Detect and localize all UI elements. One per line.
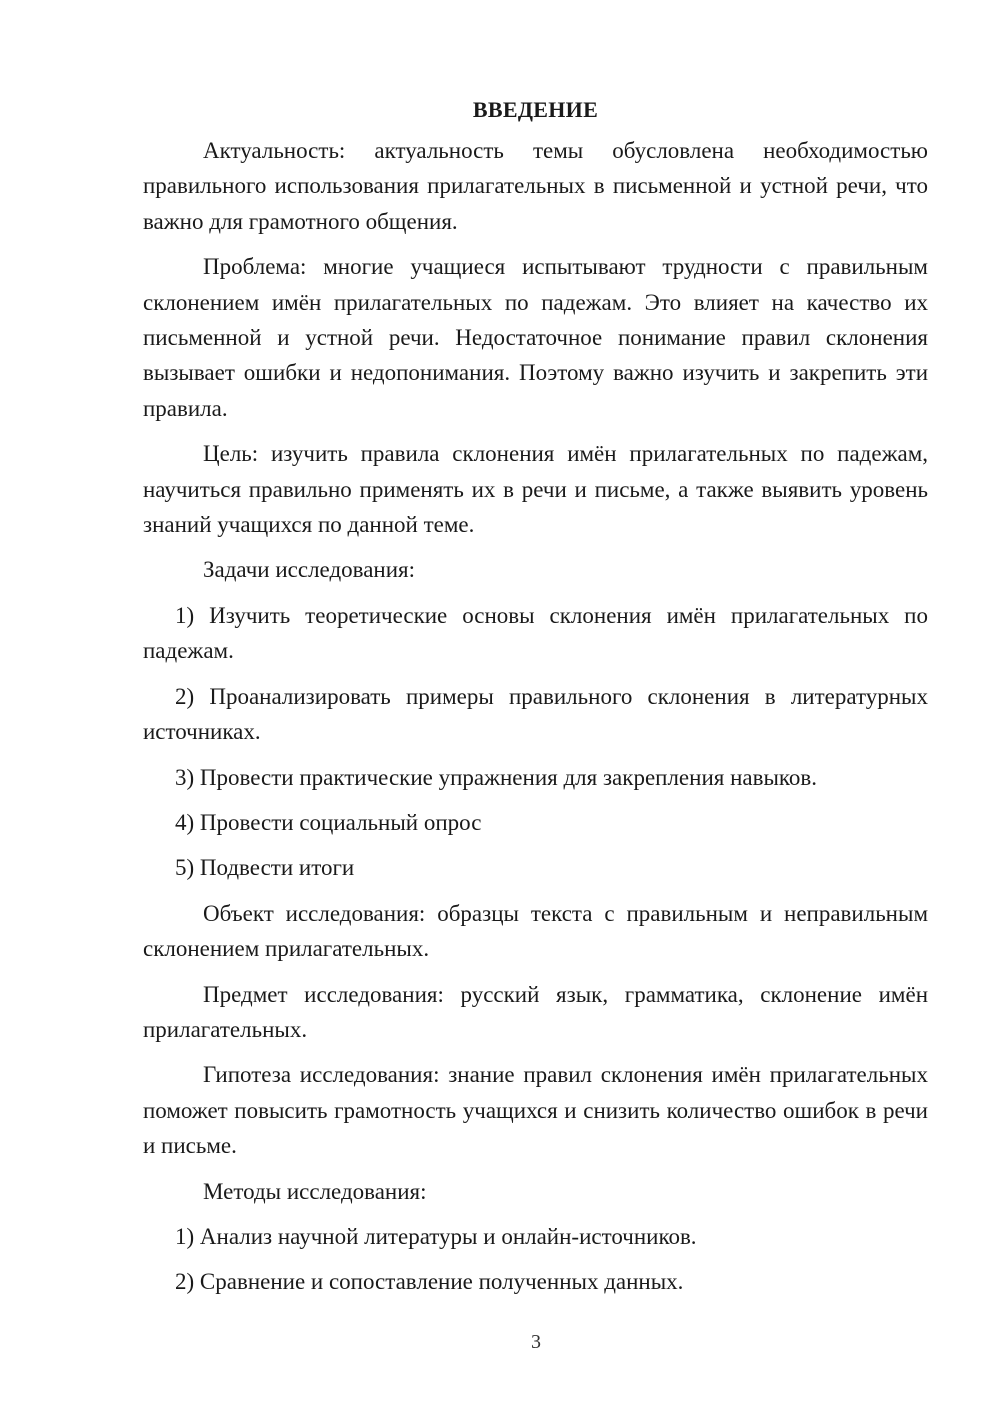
paragraph-hypothesis: Гипотеза исследования: знание правил склонения имён прилагательных поможет повысить грамотность учащихся и снизить количество ошибок в речи и письме. bbox=[143, 1062, 928, 1159]
page-content bbox=[143, 92, 928, 1310]
method-item-2: 2) Сравнение и сопоставление полученных данных. bbox=[175, 1269, 684, 1295]
task-item-2: 2) Проанализировать примеры правильного склонения в литературных источниках. bbox=[143, 683, 928, 745]
page-number: 3 bbox=[531, 1331, 541, 1353]
task-item-3: 3) Провести практические упражнения для закрепления навыков. bbox=[175, 764, 818, 790]
task-item-1: 1) Изучить теоретические основы склонения имён прилагательных по падежам. bbox=[143, 602, 928, 664]
paragraph-problem: Проблема: многие учащиеся испытывают трудности с правильным склонением имён прилагательных по падежам. Это влияет на качество их письменной и устной речи. Недостаточное понимание правил склонения вызывает ошибки и недопонимания. Поэтому важно изучить и закрепить эти правила. bbox=[143, 254, 928, 421]
paragraph-object: Объект исследования: образцы текста с правильным и неправильным склонением прилагательных. bbox=[143, 900, 928, 962]
paragraph-tasks-heading: Задачи исследования: bbox=[203, 557, 416, 583]
paragraph-subject: Предмет исследования: русский язык, грамматика, склонение имён прилагательных. bbox=[143, 981, 928, 1042]
method-item-1: 1) Анализ научной литературы и онлайн-источников. bbox=[175, 1223, 697, 1249]
task-item-4: 4) Провести социальный опрос bbox=[175, 809, 482, 835]
paragraph-methods-heading: Методы исследования: bbox=[203, 1178, 427, 1204]
section-title: ВВЕДЕНИЕ bbox=[472, 97, 599, 122]
paragraph-goal: Цель: изучить правила склонения имён прилагательных по падежам, научиться правильно применять их в речи и письме, а также выявить уровень знаний учащихся по данной теме. bbox=[143, 441, 928, 538]
task-item-5: 5) Подвести итоги bbox=[175, 855, 355, 881]
paragraph-relevance: Актуальность: актуальность темы обусловлена необходимостью правильного использования прилагательных в письменной и устной речи, что важно для грамотного общения. bbox=[143, 138, 928, 234]
